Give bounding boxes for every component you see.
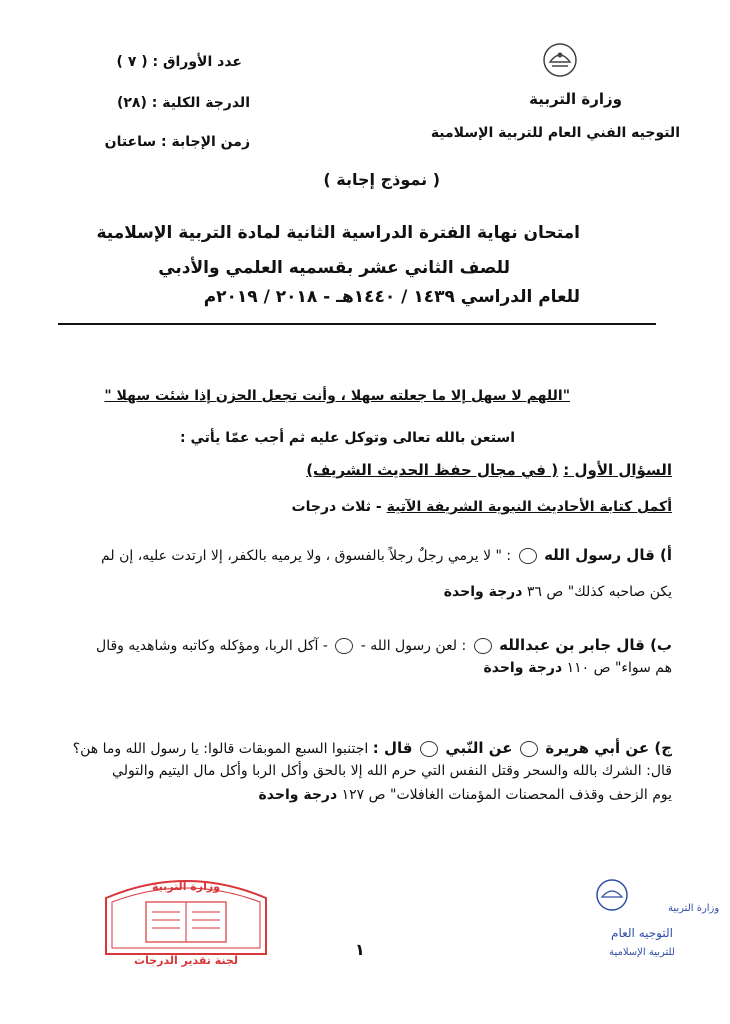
hadith-b-mark: درجة واحدة bbox=[483, 660, 563, 676]
opening-dua: "اللهم لا سهل إلا ما جعلته سهلا ، وأنت تجعل الحزن إذا شئت سهلا " bbox=[104, 388, 570, 404]
radiallahu-glyph-icon bbox=[474, 638, 492, 654]
hadith-b-lead: ب) قال جابر بن عبدالله bbox=[499, 636, 672, 654]
stamp-ministry-text: وزارة التربية bbox=[668, 903, 720, 914]
hadith-c-text-3: يوم الزحف وقذف المحصنات المؤمنات الغافلات" ص ١٢٧ bbox=[341, 787, 672, 803]
hadith-c-lead-3: قال : bbox=[372, 739, 413, 757]
question-1-heading bbox=[306, 461, 672, 479]
hadith-b-line-2 bbox=[483, 653, 672, 683]
hadith-c-mark: درجة واحدة bbox=[258, 787, 338, 803]
hadith-b-text: : لعن رسول الله - bbox=[360, 638, 467, 654]
instruction-marks: - ثلاث درجات bbox=[291, 499, 387, 515]
grading-committee-stamp bbox=[98, 868, 274, 968]
hadith-c-lead: ج) عن أبي هريرة bbox=[545, 739, 672, 757]
salla-glyph-icon bbox=[335, 638, 353, 654]
radiallahu-glyph-icon bbox=[520, 741, 538, 757]
hadith-a-line-1 bbox=[101, 540, 672, 571]
page-number: ١ bbox=[355, 940, 365, 959]
exam-year: للعام الدراسي ١٤٣٩ / ١٤٤٠هـ - ٢٠١٨ / ٢٠١٩م bbox=[203, 287, 580, 307]
question-1-title: السؤال الأول : bbox=[563, 461, 672, 479]
hadith-b-text-2: هم سواء" ص ١١٠ bbox=[566, 660, 672, 676]
stamp-islamic-text: للتربية الإسلامية bbox=[609, 947, 675, 958]
guidance-stamp bbox=[550, 875, 720, 965]
answer-model-label: ( نموذج إجابة ) bbox=[323, 170, 440, 189]
hadith-c-text: اجتنبوا السبع الموبقات قالوا: يا رسول الله وما هن؟ bbox=[72, 741, 369, 757]
hadith-a-text-2: يكن صاحبه كذلك" ص ٣٦ bbox=[526, 584, 672, 600]
total-grade: الدرجة الكلية : (٢٨) bbox=[116, 95, 250, 111]
salla-glyph-icon bbox=[420, 741, 438, 757]
question-1-field: ( في مجال حفظ الحديث الشريف) bbox=[306, 461, 559, 479]
hadith-a-mark: درجة واحدة bbox=[443, 584, 523, 600]
stamp-red-bottom-text: لجنة تقدير الدرجات bbox=[134, 954, 238, 967]
instruction-text: أكمل كتابة الأحاديث النبوية الشريفة الآتية bbox=[386, 499, 672, 515]
department-name: التوجيه الفني العام للتربية الإسلامية bbox=[430, 125, 680, 141]
ministry-name: وزارة التربية bbox=[529, 90, 622, 108]
salla-glyph-icon bbox=[519, 548, 537, 564]
pages-count: عدد الأوراق : ( ٧ ) bbox=[116, 54, 242, 70]
hadith-c-line-3 bbox=[259, 780, 672, 810]
hadith-a-line-2 bbox=[444, 577, 672, 607]
hadith-b-text-b: - آكل الربا، ومؤكله وكاتبه وشاهديه وقال bbox=[96, 638, 328, 654]
stamp-guidance-text: التوجيه العام bbox=[611, 926, 673, 940]
header-divider bbox=[58, 323, 656, 325]
hadith-c-lead-2: عن النّبي bbox=[445, 739, 513, 757]
exam-duration: زمن الإجابة : ساعتان bbox=[104, 134, 250, 150]
hadith-a-lead: أ) قال رسول الله bbox=[544, 546, 672, 564]
stamp-red-top-text: وزارة التربية bbox=[151, 880, 221, 893]
hadith-c-text-2: قال: الشرك بالله والسحر وقتل النفس التي حرم الله إلا بالحق وأكل الربا وأكل مال اليتيم والتولي bbox=[112, 763, 672, 779]
ministry-emblem-icon bbox=[540, 40, 580, 80]
question-1-instruction bbox=[292, 499, 672, 515]
intro-instruction: استعن بالله تعالى وتوكل عليه ثم أجب عمّا يأتي : bbox=[179, 430, 515, 446]
hadith-a-text: : " لا يرمي رجلٌ رجلاً بالفسوق ، ولا يرميه بالكفر، إلا ارتدت عليه، إن لم bbox=[101, 548, 512, 564]
exam-grade-level: للصف الثاني عشر بقسميه العلمي والأدبي bbox=[158, 258, 510, 278]
exam-title: امتحان نهاية الفترة الدراسية الثانية لمادة التربية الإسلامية bbox=[96, 223, 580, 243]
